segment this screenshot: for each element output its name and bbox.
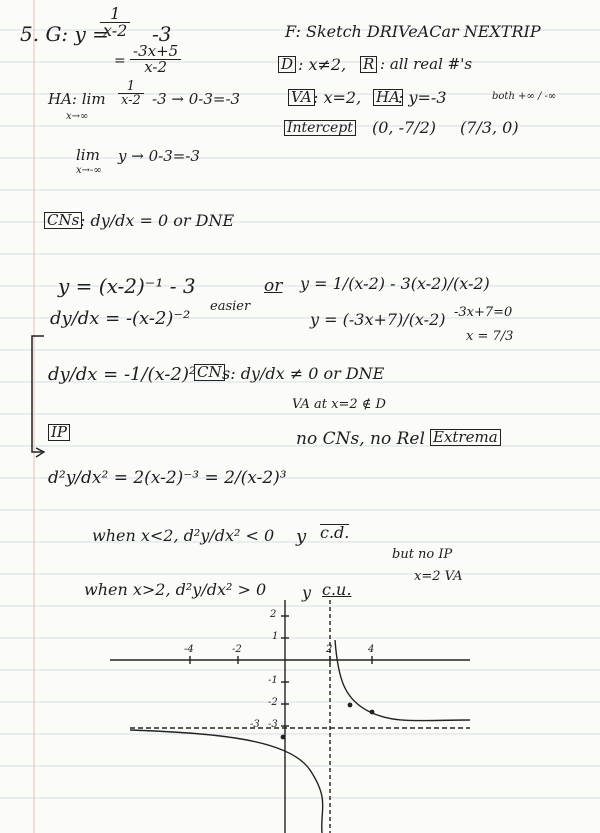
combined-numerator: -3x+5 xyxy=(130,44,181,60)
given-numerator: 1 xyxy=(100,6,130,23)
domain-text: : x≠2, xyxy=(298,55,347,74)
ha-limit-label: HA: lim xyxy=(48,90,106,108)
y-tick-label-1: 1 xyxy=(272,631,279,642)
cn-statement: s: dy/dx ≠ 0 or DNE xyxy=(222,364,385,383)
problem-given-label: 5. G: y = xyxy=(20,22,109,46)
extrema-box: Extrema xyxy=(430,429,501,446)
domain-box: D xyxy=(278,56,296,73)
concave-up-condition: when x>2, d²y/dx² > 0 xyxy=(84,580,267,599)
ip-box: IP xyxy=(48,424,70,441)
concave-down-y: y xyxy=(296,526,307,547)
y-tick-label-2: 2 xyxy=(270,609,277,620)
no-critical-numbers: no CNs, no Rel xyxy=(296,429,425,449)
x-tick-label-neg4: -4 xyxy=(184,644,194,655)
horizontal-asymptote-label: -3 xyxy=(250,719,260,730)
y-tick-label-neg2: -2 xyxy=(268,697,278,708)
ha-limit-result: -3 → 0-3=-3 xyxy=(152,90,241,108)
y-intercept: (0, -7/2) xyxy=(372,118,436,137)
combined-denominator: x-2 xyxy=(144,58,167,76)
y-tick-label-neg3: -3 xyxy=(268,719,278,730)
ha-box: HA xyxy=(373,89,403,106)
easier-note: easier xyxy=(210,299,251,314)
concave-up-label: c.u. xyxy=(322,580,352,599)
concave-down-label: c.d. xyxy=(320,523,350,542)
intercept-box: Intercept xyxy=(284,120,356,136)
given-minus-three: -3 xyxy=(152,22,172,46)
ha-both-infinity-note: both +∞ / -∞ xyxy=(492,91,557,102)
second-derivative: d²y/dx² = 2(x-2)⁻³ = 2/(x-2)³ xyxy=(48,468,287,488)
x-tick-label-2: 2 xyxy=(326,644,333,655)
x-tick-label-neg2: -2 xyxy=(232,644,242,655)
range-text: : all real #'s xyxy=(380,55,473,73)
neg-inf-limit-result: y → 0-3=-3 xyxy=(118,147,200,165)
va-note: x=2 VA xyxy=(414,569,463,584)
concave-down-condition: when x<2, d²y/dx² < 0 xyxy=(92,526,275,545)
find-sketch-label: F: Sketch DRIVeACar NEXTRIP xyxy=(285,22,541,41)
y-power-form: y = (x-2)⁻¹ - 3 xyxy=(58,274,196,298)
y-single-fraction: y = (-3x+7)/(x-2) xyxy=(310,310,446,329)
cns-definition: : dy/dx = 0 or DNE xyxy=(80,211,235,230)
equals-sign: = xyxy=(114,53,126,69)
concave-up-y: y xyxy=(302,583,312,602)
cns-box: CNs xyxy=(44,212,82,229)
neg-inf-limit-label: lim xyxy=(76,146,100,164)
va-text: : x=2, xyxy=(313,88,362,107)
ha-limit-subscript: x→∞ xyxy=(66,111,89,122)
zero-solution: x = 7/3 xyxy=(466,329,514,344)
y-rewrite-form: y = 1/(x-2) - 3(x-2)/(x-2) xyxy=(300,274,490,293)
zero-equation: -3x+7=0 xyxy=(454,305,513,320)
ha-text: : y=-3 xyxy=(398,88,447,107)
range-box: R xyxy=(360,56,377,73)
neg-inf-limit-subscript: x→-∞ xyxy=(76,165,102,176)
ha-limit-numerator: 1 xyxy=(118,80,144,94)
x-tick-label-4: 4 xyxy=(368,644,375,655)
cn-box: CN xyxy=(194,364,225,381)
first-derivative-fraction: dy/dx = -1/(x-2)² xyxy=(48,364,197,385)
va-not-in-domain: VA at x=2 ∉ D xyxy=(292,397,386,412)
no-ip-note: but no IP xyxy=(392,547,453,562)
first-derivative-power: dy/dx = -(x-2)⁻² xyxy=(50,308,191,329)
y-tick-label-neg1: -1 xyxy=(268,675,278,686)
given-denominator: x-2 xyxy=(103,21,128,40)
or-label: or xyxy=(264,276,283,296)
va-box: VA xyxy=(288,89,315,106)
ha-limit-denominator: x-2 xyxy=(121,93,141,108)
x-intercept: (7/3, 0) xyxy=(460,118,519,137)
